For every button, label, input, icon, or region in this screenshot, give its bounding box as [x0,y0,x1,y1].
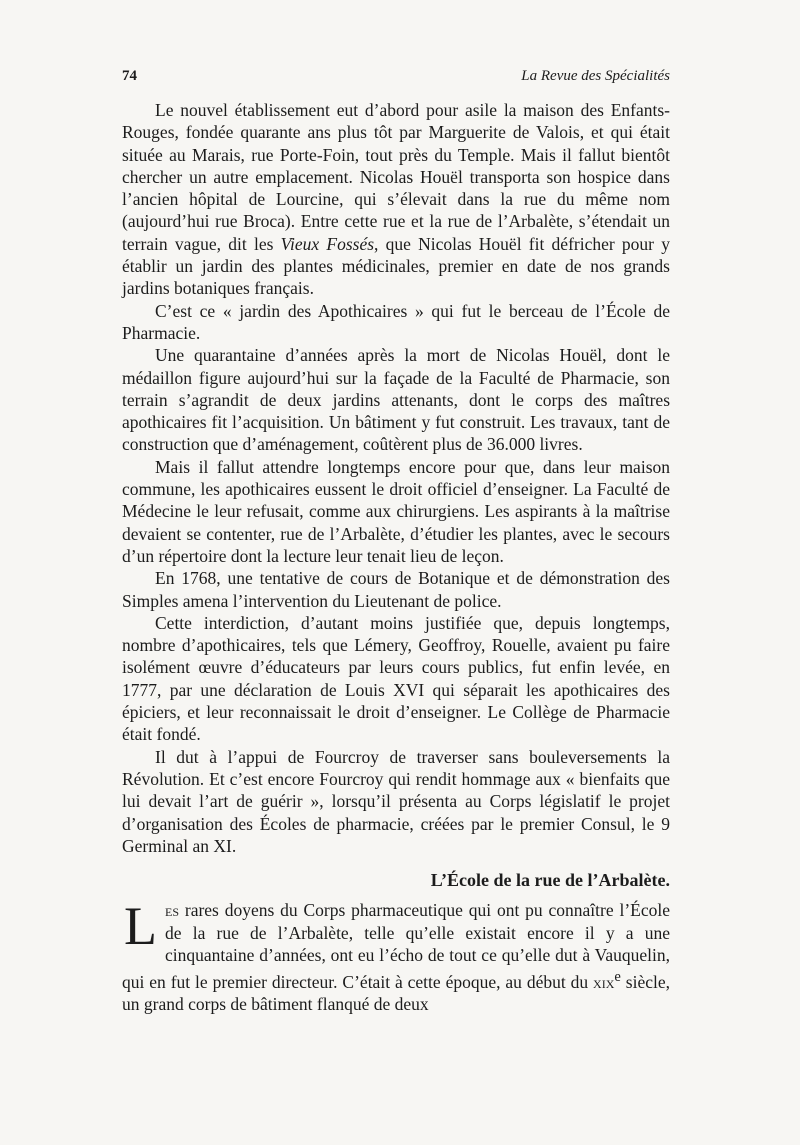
paragraph-8-text-b: siècle, un grand corps de bâtiment flanqué de deux [122,972,670,1015]
running-title: La Revue des Spécialités [521,68,670,84]
paragraph-7: Il dut à l’appui de Fourcroy de traverser sans bouleversements la Révolution. Et c’est encore Fourcroy qui rendit hommage aux « bienfaits que lui devait l’art de guérir », lorsqu’il présenta au Corps législatif le projet d’organisation des Écoles de pharmacie, créées par le premier Consul, le 9 Germinal an XI. [122,746,670,856]
page-header [122,68,670,92]
paragraph-6: Cette interdiction, d’autant moins justifiée que, depuis longtemps, nombre d’apothicaires, tels que Lémery, Geoffroy, Rouelle, avaient pu faire isolément œuvre d’éducateurs par leurs cours publics, fut enfin levée, en 1777, par une déclaration de Louis XVI qui séparait les apothicaires des épiciers, et leur reconnaissait le droit d’enseigner. Le Collège de Pharmacie était fondé. [122,612,670,745]
paragraph-3: Une quarantaine d’années après la mort de Nicolas Houël, dont le médaillon figure aujourd’hui sur la façade de la Faculté de Pharmacie, son terrain s’agrandit de deux jardins attenants, dont le corps des maîtres apothicaires fit l’acquisition. Un bâtiment y fut construit. Les travaux, tant de construction que d’aménagement, coûtèrent plus de 36.000 livres. [122,345,670,455]
drop-cap: L [124,896,157,957]
paragraph-1-text-b: , que Nicolas Houël fit défricher pour y établir un jardin des plantes médicinales, premier en date de nos grands jardins botaniques français. [122,233,670,299]
paragraph-1 [122,99,670,300]
century-numeral: xix [593,972,615,993]
century-superscript: e [614,969,621,986]
paragraph-4: Mais il fallut attendre longtemps encore pour que, dans leur maison commune, les apothicaires eussent le droit officiel d’enseigner. La Faculté de Médecine le leur refusait, comme aux chirurgiens. Les aspirants à la maîtrise devaient se contenter, rue de l’Arbalète, d’étudier les plantes, avec le secours d’un répertoire dont la lecture leur tenait lieu de leçon. [122,456,670,566]
body-text [122,99,670,1016]
paragraph-8 [122,896,670,1015]
small-caps-lead: es [165,900,180,921]
paragraph-8-text-a: rares doyens du Corps pharmaceutique qui ont pu connaître l’École de la rue de l’Arbalète, telle qu’elle existait encore il y a une cinquantaine d’années, ont eu l’écho de tout ce qu’elle dut à Vauquelin, qui en fut le premier directeur. C’était à cette époque, au début du [122,900,670,993]
paragraph-1-text-a: Le nouvel établissement eut d’abord pour asile la maison des Enfants-Rouges, fondée quarante ans plus tôt par Marguerite de Valois, et qui était située au Marais, rue Porte-Foin, tout près du Temple. Mais il fallut bientôt chercher un autre emplacement. Nicolas Houël transporta son hospice dans l’ancien hôpital de Lourcine, qui s’élevait dans la rue du même nom (aujourd’hui rue Broca). Entre cette rue et la rue de l’Arbalète, s’étendait un terrain vague, dit les [122,100,670,254]
paragraph-5: En 1768, une tentative de cours de Botanique et de démonstration des Simples amena l’intervention du Lieutenant de police. [122,568,670,611]
paragraph-2: C’est ce « jardin des Apothicaires » qui fut le berceau de l’École de Pharmacie. [122,300,670,343]
vieux-fosses-italic: Vieux Fossés [280,233,375,254]
section-title: L’École de la rue de l’Arbalète. [430,870,670,891]
page-number: 74 [122,68,137,84]
